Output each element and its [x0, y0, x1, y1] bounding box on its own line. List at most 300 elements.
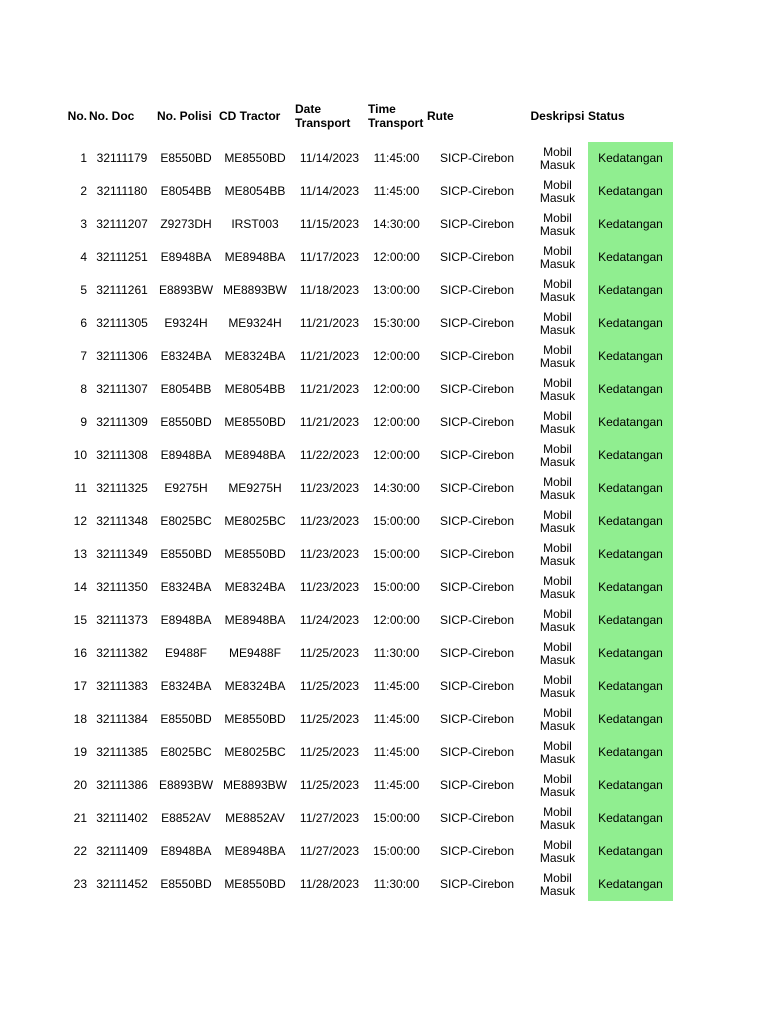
row-number: 20 [73, 778, 87, 792]
table-row [67, 637, 673, 670]
doc-number: 32111309 [96, 415, 148, 429]
description [527, 311, 588, 337]
transport-date: 11/23/2023 [299, 481, 360, 495]
doc-number: 32111307 [96, 382, 148, 396]
status-value: Kedatangan [598, 778, 663, 792]
tractor-code: ME8025BC [224, 745, 286, 759]
doc-number: 32111385 [96, 745, 148, 759]
description-line: Mobil [543, 705, 572, 720]
description [527, 674, 588, 700]
description-line: Masuk [539, 685, 576, 700]
police-number: E8550BD [160, 415, 212, 429]
description [527, 608, 588, 634]
header-time-transport: Time Transport [368, 102, 424, 130]
description [527, 377, 588, 403]
police-number: E8948BA [160, 250, 212, 264]
description [527, 542, 588, 568]
status-cell [588, 208, 673, 241]
transport-time: 15:30:00 [373, 316, 420, 330]
status-cell [588, 142, 673, 175]
transport-date: 11/22/2023 [299, 448, 360, 462]
description-line: Mobil [543, 177, 572, 192]
description-line: Masuk [539, 190, 576, 205]
header-no-polisi: No. Polisi [157, 109, 212, 123]
row-number: 22 [73, 844, 87, 858]
doc-number: 32111409 [96, 844, 148, 858]
description-line: Mobil [543, 573, 572, 588]
police-number: E8324BA [160, 349, 212, 363]
description-line: Mobil [543, 342, 572, 357]
doc-number: 32111386 [96, 778, 148, 792]
doc-number: 32111180 [96, 184, 148, 198]
table-row [67, 802, 673, 835]
row-number: 23 [73, 877, 87, 891]
route: SICP-Cirebon [439, 646, 515, 660]
route: SICP-Cirebon [439, 448, 515, 462]
transport-date: 11/25/2023 [299, 778, 360, 792]
transport-time: 12:00:00 [373, 382, 420, 396]
status-value: Kedatangan [598, 844, 663, 858]
route: SICP-Cirebon [439, 745, 515, 759]
description-line: Masuk [539, 322, 576, 337]
transport-time: 15:00:00 [373, 844, 420, 858]
transport-date: 11/21/2023 [299, 415, 360, 429]
description [527, 575, 588, 601]
transport-date: 11/14/2023 [299, 184, 360, 198]
transport-time: 12:00:00 [373, 448, 420, 462]
transport-time: 11:45:00 [373, 151, 420, 165]
table-row [67, 142, 673, 175]
police-number: E8893BW [158, 778, 214, 792]
police-number: E8025BC [160, 745, 212, 759]
header-status: Status [588, 109, 625, 123]
status-cell [588, 802, 673, 835]
doc-number: 32111308 [96, 448, 148, 462]
status-cell [588, 241, 673, 274]
description-line: Masuk [539, 487, 576, 502]
doc-number: 32111325 [96, 481, 148, 495]
description [527, 872, 588, 898]
status-value: Kedatangan [598, 283, 663, 297]
tractor-code: ME8852AV [225, 811, 285, 825]
route: SICP-Cirebon [439, 382, 515, 396]
description-line: Masuk [539, 850, 576, 865]
police-number: E8025BC [160, 514, 212, 528]
status-value: Kedatangan [598, 580, 663, 594]
description-line: Masuk [539, 388, 576, 403]
tractor-code: IRST003 [231, 217, 279, 231]
transport-time: 11:30:00 [373, 646, 420, 660]
description [527, 278, 588, 304]
status-cell [588, 604, 673, 637]
tractor-code: ME8948BA [224, 448, 286, 462]
doc-number: 32111383 [96, 679, 148, 693]
tractor-code: ME8550BD [224, 415, 286, 429]
transport-date: 11/23/2023 [299, 580, 360, 594]
doc-number: 32111306 [96, 349, 148, 363]
row-number: 21 [73, 811, 87, 825]
police-number: E9488F [164, 646, 208, 660]
header-date-transport: Date Transport [295, 102, 351, 130]
transport-time: 12:00:00 [373, 349, 420, 363]
route: SICP-Cirebon [439, 613, 515, 627]
row-number: 9 [80, 415, 87, 429]
row-number: 14 [73, 580, 87, 594]
row-number: 12 [73, 514, 87, 528]
transport-time: 11:45:00 [373, 679, 420, 693]
transport-date: 11/25/2023 [299, 745, 360, 759]
route: SICP-Cirebon [439, 712, 515, 726]
table-row [67, 208, 673, 241]
transport-time: 15:00:00 [373, 580, 420, 594]
description-line: Mobil [543, 837, 572, 852]
header-no-doc: No. Doc [89, 109, 135, 123]
doc-number: 32111382 [96, 646, 148, 660]
status-cell [588, 472, 673, 505]
row-number: 15 [73, 613, 87, 627]
route: SICP-Cirebon [439, 316, 515, 330]
header-deskripsi: Deskripsi [530, 109, 585, 123]
transport-date: 11/25/2023 [299, 679, 360, 693]
description-line: Mobil [543, 771, 572, 786]
route: SICP-Cirebon [439, 514, 515, 528]
doc-number: 32111261 [96, 283, 148, 297]
status-value: Kedatangan [598, 877, 663, 891]
description-line: Masuk [539, 652, 576, 667]
row-number: 13 [73, 547, 87, 561]
transport-date: 11/15/2023 [299, 217, 360, 231]
doc-number: 32111402 [96, 811, 148, 825]
police-number: E8550BD [160, 151, 212, 165]
description [527, 146, 588, 172]
description-line: Masuk [539, 223, 576, 238]
table-row [67, 175, 673, 208]
transport-time: 11:45:00 [373, 778, 420, 792]
description-line: Masuk [539, 157, 576, 172]
table-row [67, 703, 673, 736]
status-cell [588, 538, 673, 571]
description-line: Mobil [543, 144, 572, 159]
table-body [67, 142, 673, 901]
tractor-code: ME8948BA [224, 250, 286, 264]
description-line: Mobil [543, 639, 572, 654]
description-line: Mobil [543, 738, 572, 753]
row-number: 5 [80, 283, 87, 297]
transport-date: 11/25/2023 [299, 712, 360, 726]
status-value: Kedatangan [598, 316, 663, 330]
doc-number: 32111373 [96, 613, 148, 627]
transport-time: 12:00:00 [373, 613, 420, 627]
tractor-code: ME8054BB [224, 382, 286, 396]
status-cell [588, 637, 673, 670]
description-line: Mobil [543, 672, 572, 687]
description [527, 509, 588, 535]
tractor-code: ME8893BW [222, 778, 288, 792]
row-number: 4 [80, 250, 87, 264]
police-number: E9324H [164, 316, 208, 330]
tractor-code: ME8054BB [224, 184, 286, 198]
police-number: Z9273DH [160, 217, 212, 231]
route: SICP-Cirebon [439, 184, 515, 198]
status-value: Kedatangan [598, 514, 663, 528]
description [527, 344, 588, 370]
status-value: Kedatangan [598, 547, 663, 561]
tractor-code: ME9275H [228, 481, 282, 495]
transport-time: 15:00:00 [373, 514, 420, 528]
description [527, 707, 588, 733]
status-value: Kedatangan [598, 217, 663, 231]
description-line: Masuk [539, 619, 576, 634]
tractor-code: ME8550BD [224, 151, 286, 165]
table-row [67, 604, 673, 637]
description-line: Masuk [539, 454, 576, 469]
transport-time: 14:30:00 [373, 481, 420, 495]
row-number: 16 [73, 646, 87, 660]
transport-date: 11/28/2023 [299, 877, 360, 891]
table-row [67, 538, 673, 571]
transport-time: 12:00:00 [373, 250, 420, 264]
tractor-code: ME8550BD [224, 712, 286, 726]
status-value: Kedatangan [598, 712, 663, 726]
description-line: Masuk [539, 289, 576, 304]
row-number: 18 [73, 712, 87, 726]
table-row [67, 439, 673, 472]
doc-number: 32111350 [96, 580, 148, 594]
tractor-code: ME8550BD [224, 547, 286, 561]
transport-date: 11/14/2023 [299, 151, 360, 165]
row-number: 8 [80, 382, 87, 396]
description-line: Masuk [539, 751, 576, 766]
description-line: Masuk [539, 586, 576, 601]
table-row [67, 373, 673, 406]
table-row [67, 274, 673, 307]
status-value: Kedatangan [598, 415, 663, 429]
police-number: E9275H [164, 481, 208, 495]
row-number: 17 [73, 679, 87, 693]
police-number: E8324BA [160, 679, 212, 693]
description [527, 641, 588, 667]
transport-time: 11:30:00 [373, 877, 420, 891]
police-number: E8550BD [160, 877, 212, 891]
tractor-code: ME8893BW [222, 283, 288, 297]
description-line: Mobil [543, 276, 572, 291]
header-no: No. [67, 109, 87, 123]
status-cell [588, 835, 673, 868]
police-number: E8054BB [160, 382, 212, 396]
status-value: Kedatangan [598, 613, 663, 627]
description [527, 212, 588, 238]
transport-time: 13:00:00 [373, 283, 420, 297]
doc-number: 32111305 [96, 316, 148, 330]
description [527, 740, 588, 766]
transport-date: 11/23/2023 [299, 547, 360, 561]
status-cell [588, 868, 673, 901]
row-number: 10 [73, 448, 87, 462]
description-line: Mobil [543, 804, 572, 819]
table-row [67, 670, 673, 703]
police-number: E8852AV [161, 811, 211, 825]
description-line: Mobil [543, 441, 572, 456]
description-line: Mobil [543, 309, 572, 324]
tractor-code: ME8324BA [224, 679, 286, 693]
table-row [67, 307, 673, 340]
status-cell [588, 769, 673, 802]
police-number: E8948BA [160, 613, 212, 627]
doc-number: 32111207 [96, 217, 148, 231]
description-line: Masuk [539, 784, 576, 799]
table-row [67, 736, 673, 769]
police-number: E8550BD [160, 547, 212, 561]
transport-date: 11/25/2023 [299, 646, 360, 660]
police-number: E8948BA [160, 448, 212, 462]
tractor-code: ME8948BA [224, 613, 286, 627]
table-row [67, 472, 673, 505]
description-line: Masuk [539, 883, 576, 898]
status-value: Kedatangan [598, 679, 663, 693]
description-line: Masuk [539, 553, 576, 568]
transport-date: 11/18/2023 [299, 283, 360, 297]
header-cd-tractor: CD Tractor [219, 109, 281, 123]
status-value: Kedatangan [598, 184, 663, 198]
transport-table [67, 98, 673, 901]
status-cell [588, 274, 673, 307]
row-number: 2 [80, 184, 87, 198]
description [527, 443, 588, 469]
tractor-code: ME8025BC [224, 514, 286, 528]
tractor-code: ME8948BA [224, 844, 286, 858]
route: SICP-Cirebon [439, 349, 515, 363]
tractor-code: ME8550BD [224, 877, 286, 891]
tractor-code: ME8324BA [224, 580, 286, 594]
transport-time: 11:45:00 [373, 712, 420, 726]
status-value: Kedatangan [598, 646, 663, 660]
description-line: Masuk [539, 355, 576, 370]
table-row [67, 406, 673, 439]
status-cell [588, 571, 673, 604]
table-row [67, 835, 673, 868]
doc-number: 32111349 [96, 547, 148, 561]
doc-number: 32111452 [96, 877, 148, 891]
route: SICP-Cirebon [439, 679, 515, 693]
transport-time: 12:00:00 [373, 415, 420, 429]
table-row [67, 571, 673, 604]
police-number: E8948BA [160, 844, 212, 858]
tractor-code: ME9488F [228, 646, 282, 660]
police-number: E8550BD [160, 712, 212, 726]
status-value: Kedatangan [598, 349, 663, 363]
description-line: Masuk [539, 256, 576, 271]
route: SICP-Cirebon [439, 217, 515, 231]
description-line: Masuk [539, 817, 576, 832]
table-row [67, 505, 673, 538]
row-number: 19 [73, 745, 87, 759]
description-line: Mobil [543, 243, 572, 258]
description-line: Mobil [543, 606, 572, 621]
transport-time: 11:45:00 [373, 745, 420, 759]
tractor-code: ME9324H [228, 316, 282, 330]
status-cell [588, 307, 673, 340]
description-line: Masuk [539, 520, 576, 535]
police-number: E8324BA [160, 580, 212, 594]
table-row [67, 868, 673, 901]
status-cell [588, 670, 673, 703]
table-row [67, 340, 673, 373]
status-value: Kedatangan [598, 250, 663, 264]
route: SICP-Cirebon [439, 811, 515, 825]
row-number: 1 [80, 151, 87, 165]
status-value: Kedatangan [598, 811, 663, 825]
status-value: Kedatangan [598, 382, 663, 396]
description [527, 410, 588, 436]
tractor-code: ME8324BA [224, 349, 286, 363]
transport-time: 15:00:00 [373, 547, 420, 561]
doc-number: 32111384 [96, 712, 148, 726]
transport-time: 11:45:00 [373, 184, 420, 198]
transport-date: 11/23/2023 [299, 514, 360, 528]
route: SICP-Cirebon [439, 415, 515, 429]
status-value: Kedatangan [598, 481, 663, 495]
table-header-row [67, 98, 673, 134]
row-number: 6 [80, 316, 87, 330]
status-value: Kedatangan [598, 745, 663, 759]
description [527, 773, 588, 799]
transport-time: 15:00:00 [373, 811, 420, 825]
description-line: Masuk [539, 421, 576, 436]
description-line: Mobil [543, 375, 572, 390]
route: SICP-Cirebon [439, 481, 515, 495]
route: SICP-Cirebon [439, 877, 515, 891]
police-number: E8893BW [158, 283, 214, 297]
description [527, 476, 588, 502]
status-cell [588, 373, 673, 406]
status-value: Kedatangan [598, 151, 663, 165]
transport-time: 14:30:00 [373, 217, 420, 231]
row-number: 7 [80, 349, 87, 363]
status-cell [588, 736, 673, 769]
status-cell [588, 340, 673, 373]
description-line: Mobil [543, 408, 572, 423]
header-rute: Rute [427, 109, 454, 123]
doc-number: 32111251 [96, 250, 148, 264]
route: SICP-Cirebon [439, 778, 515, 792]
table-row [67, 241, 673, 274]
description [527, 179, 588, 205]
description-line: Mobil [543, 507, 572, 522]
route: SICP-Cirebon [439, 547, 515, 561]
police-number: E8054BB [160, 184, 212, 198]
description-line: Mobil [543, 210, 572, 225]
description [527, 839, 588, 865]
route: SICP-Cirebon [439, 283, 515, 297]
status-cell [588, 439, 673, 472]
row-number: 11 [74, 481, 87, 495]
transport-date: 11/27/2023 [299, 844, 360, 858]
transport-date: 11/21/2023 [299, 382, 360, 396]
status-value: Kedatangan [598, 448, 663, 462]
route: SICP-Cirebon [439, 844, 515, 858]
status-cell [588, 505, 673, 538]
transport-date: 11/27/2023 [299, 811, 360, 825]
row-number: 3 [80, 217, 87, 231]
transport-date: 11/24/2023 [299, 613, 360, 627]
status-cell [588, 175, 673, 208]
header-spacer [67, 134, 673, 142]
transport-date: 11/17/2023 [299, 250, 360, 264]
doc-number: 32111348 [96, 514, 148, 528]
description-line: Masuk [539, 718, 576, 733]
status-cell [588, 406, 673, 439]
description-line: Mobil [543, 474, 572, 489]
